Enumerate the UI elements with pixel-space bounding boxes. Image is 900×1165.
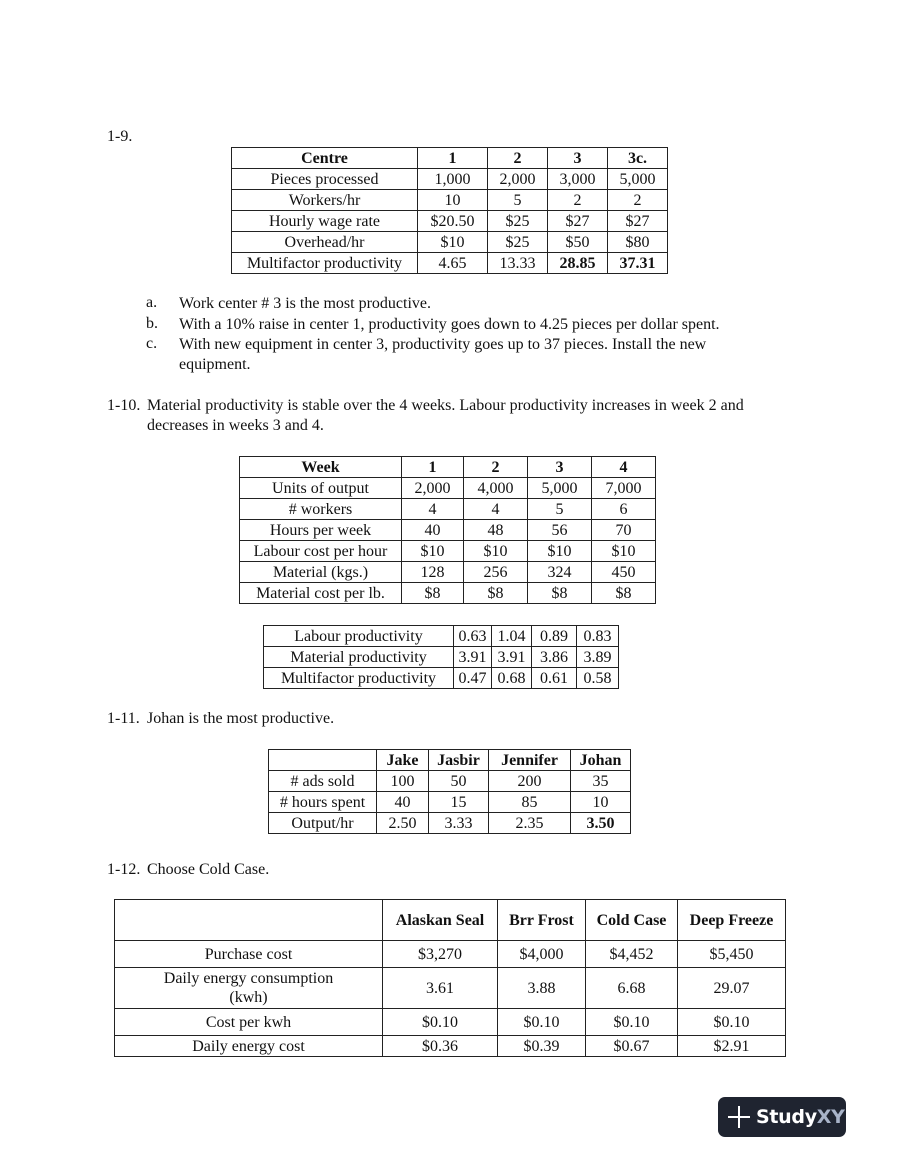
studyxy-logo — [718, 1097, 846, 1137]
header-cell: Brr Frost — [498, 900, 586, 941]
header-cell: Jennifer — [489, 750, 571, 771]
row-label: Pieces processed — [232, 169, 418, 190]
cell: 1.04 — [492, 626, 532, 647]
cell: 3.88 — [498, 968, 586, 1009]
section-label-1-12: 1-12. — [107, 861, 141, 878]
cell: 3.61 — [383, 968, 498, 1009]
cell: $25 — [488, 232, 548, 253]
cell: 2 — [548, 190, 608, 211]
cell: 40 — [377, 792, 429, 813]
logo-word-main: Study — [756, 1106, 817, 1128]
header-cell: Alaskan Seal — [383, 900, 498, 941]
header-cell: 3 — [548, 148, 608, 169]
table-header-row — [115, 900, 786, 941]
table-row — [115, 968, 786, 1009]
cell: 0.83 — [577, 626, 619, 647]
table-row — [240, 499, 656, 520]
cell: $0.36 — [383, 1036, 498, 1057]
cell: 3.89 — [577, 647, 619, 668]
cell: 200 — [489, 771, 571, 792]
cell: 85 — [489, 792, 571, 813]
row-label: Overhead/hr — [232, 232, 418, 253]
cell: 2,000 — [402, 478, 464, 499]
cell: $27 — [548, 211, 608, 232]
header-cell: Jake — [377, 750, 429, 771]
header-cell: Week — [240, 457, 402, 478]
row-label: # hours spent — [269, 792, 377, 813]
cell: $3,270 — [383, 941, 498, 968]
table-1-11 — [268, 749, 631, 834]
cell: $4,452 — [586, 941, 678, 968]
row-label: Daily energy cost — [115, 1036, 383, 1057]
cell: $8 — [464, 583, 528, 604]
cell: 324 — [528, 562, 592, 583]
row-label: Output/hr — [269, 813, 377, 834]
cell: $50 — [548, 232, 608, 253]
cell-highlight: 3.50 — [571, 813, 631, 834]
cell: 256 — [464, 562, 528, 583]
cell: $8 — [528, 583, 592, 604]
row-label: Multifactor productivity — [232, 253, 418, 274]
plus-icon — [728, 1106, 750, 1128]
row-label: Purchase cost — [115, 941, 383, 968]
header-cell: 2 — [488, 148, 548, 169]
row-label: Labour productivity — [264, 626, 454, 647]
table-row — [264, 647, 619, 668]
cell: 50 — [429, 771, 489, 792]
header-cell: 3c. — [608, 148, 668, 169]
logo-wordmark — [756, 1106, 845, 1128]
header-cell: Jasbir — [429, 750, 489, 771]
header-cell: Deep Freeze — [678, 900, 786, 941]
cell: 3.91 — [454, 647, 492, 668]
cell: 5 — [528, 499, 592, 520]
list-item — [146, 315, 806, 335]
row-label: Workers/hr — [232, 190, 418, 211]
table-row — [240, 478, 656, 499]
section-text-1-10: Material productivity is stable over the 4 weeks. Labour productivity increases in week 2 and decreases in weeks 3 and 4. — [147, 397, 744, 434]
cell: $10 — [528, 541, 592, 562]
cell: 29.07 — [678, 968, 786, 1009]
section-label-1-10: 1-10. — [107, 397, 141, 414]
header-cell: 3 — [528, 457, 592, 478]
cell: 15 — [429, 792, 489, 813]
row-label: Units of output — [240, 478, 402, 499]
cell: 2 — [608, 190, 668, 211]
section-label-1-9: 1-9. — [107, 128, 133, 145]
cell: $2.91 — [678, 1036, 786, 1057]
cell: $10 — [402, 541, 464, 562]
cell: 48 — [464, 520, 528, 541]
table-header-row — [269, 750, 631, 771]
list-text: Work center # 3 is the most productive. — [179, 295, 431, 312]
cell: 0.61 — [532, 668, 577, 689]
table-row — [240, 520, 656, 541]
cell: 3.86 — [532, 647, 577, 668]
table-row — [240, 562, 656, 583]
cell: 5 — [488, 190, 548, 211]
table-row — [264, 668, 619, 689]
header-cell: 1 — [402, 457, 464, 478]
cell: 0.89 — [532, 626, 577, 647]
cell: $0.10 — [678, 1009, 786, 1036]
cell: $20.50 — [418, 211, 488, 232]
table-1-10-results — [263, 625, 619, 689]
section-text-1-11: Johan is the most productive. — [147, 710, 335, 727]
table-row — [232, 253, 668, 274]
cell: 7,000 — [592, 478, 656, 499]
table-row — [240, 541, 656, 562]
cell: $0.10 — [498, 1009, 586, 1036]
cell: $4,000 — [498, 941, 586, 968]
cell: 40 — [402, 520, 464, 541]
header-cell: Centre — [232, 148, 418, 169]
cell: 10 — [418, 190, 488, 211]
table-row — [115, 941, 786, 968]
table-row — [240, 583, 656, 604]
list-text: With new equipment in center 3, productivity goes up to 37 pieces. Install the new equipment. — [179, 336, 707, 373]
cell: $0.67 — [586, 1036, 678, 1057]
table-row — [115, 1009, 786, 1036]
table-row — [269, 771, 631, 792]
cell: $5,450 — [678, 941, 786, 968]
cell: 0.63 — [454, 626, 492, 647]
cell: 6 — [592, 499, 656, 520]
row-label: Material (kgs.) — [240, 562, 402, 583]
list-text: With a 10% raise in center 1, productivity goes down to 4.25 pieces per dollar spent. — [179, 316, 720, 333]
row-label: Labour cost per hour — [240, 541, 402, 562]
row-label: Hours per week — [240, 520, 402, 541]
list-marker: b. — [146, 315, 158, 332]
cell: 3.91 — [492, 647, 532, 668]
cell: $10 — [592, 541, 656, 562]
cell: $80 — [608, 232, 668, 253]
cell: 4,000 — [464, 478, 528, 499]
cell: 4 — [464, 499, 528, 520]
header-cell: Johan — [571, 750, 631, 771]
table-row — [115, 1036, 786, 1057]
cell: 35 — [571, 771, 631, 792]
cell: 13.33 — [488, 253, 548, 274]
header-cell — [269, 750, 377, 771]
list-item — [146, 294, 806, 314]
cell: $8 — [402, 583, 464, 604]
table-row — [269, 813, 631, 834]
cell: 6.68 — [586, 968, 678, 1009]
header-cell: Cold Case — [586, 900, 678, 941]
cell: 4 — [402, 499, 464, 520]
cell: $0.10 — [383, 1009, 498, 1036]
row-label: Material productivity — [264, 647, 454, 668]
cell: 56 — [528, 520, 592, 541]
table-row — [232, 190, 668, 211]
row-label: # ads sold — [269, 771, 377, 792]
cell: 2,000 — [488, 169, 548, 190]
cell: $27 — [608, 211, 668, 232]
row-label: Hourly wage rate — [232, 211, 418, 232]
cell: 1,000 — [418, 169, 488, 190]
cell: 0.47 — [454, 668, 492, 689]
cell: 3,000 — [548, 169, 608, 190]
cell: 0.68 — [492, 668, 532, 689]
table-1-12 — [114, 899, 786, 1057]
cell: $0.39 — [498, 1036, 586, 1057]
header-cell: 2 — [464, 457, 528, 478]
cell: 3.33 — [429, 813, 489, 834]
cell: $0.10 — [586, 1009, 678, 1036]
cell: 70 — [592, 520, 656, 541]
cell: $10 — [418, 232, 488, 253]
cell: 4.65 — [418, 253, 488, 274]
table-1-10-inputs — [239, 456, 656, 604]
row-label: # workers — [240, 499, 402, 520]
header-cell: 4 — [592, 457, 656, 478]
cell: $8 — [592, 583, 656, 604]
table-row — [232, 169, 668, 190]
list-marker: a. — [146, 294, 158, 311]
cell: 10 — [571, 792, 631, 813]
table-header-row — [232, 148, 668, 169]
cell: 2.50 — [377, 813, 429, 834]
cell: 128 — [402, 562, 464, 583]
row-label: Cost per kwh — [115, 1009, 383, 1036]
cell: 5,000 — [608, 169, 668, 190]
cell: 5,000 — [528, 478, 592, 499]
cell: 2.35 — [489, 813, 571, 834]
row-label: Daily energy consumption (kwh) — [115, 968, 383, 1009]
cell: 450 — [592, 562, 656, 583]
header-cell — [115, 900, 383, 941]
section-text-1-12: Choose Cold Case. — [147, 861, 270, 878]
list-marker: c. — [146, 335, 158, 352]
header-cell: 1 — [418, 148, 488, 169]
table-row — [232, 232, 668, 253]
section-label-1-11: 1-11. — [107, 710, 140, 727]
table-header-row — [240, 457, 656, 478]
row-label: Material cost per lb. — [240, 583, 402, 604]
cell: $25 — [488, 211, 548, 232]
table-row — [232, 211, 668, 232]
cell: $10 — [464, 541, 528, 562]
logo-word-accent: XY — [816, 1106, 845, 1128]
cell: 0.58 — [577, 668, 619, 689]
list-item — [146, 335, 806, 375]
table-row — [269, 792, 631, 813]
cell-highlight: 37.31 — [608, 253, 668, 274]
table-1-9 — [231, 147, 668, 274]
table-row — [264, 626, 619, 647]
row-label: Multifactor productivity — [264, 668, 454, 689]
cell-highlight: 28.85 — [548, 253, 608, 274]
cell: 100 — [377, 771, 429, 792]
